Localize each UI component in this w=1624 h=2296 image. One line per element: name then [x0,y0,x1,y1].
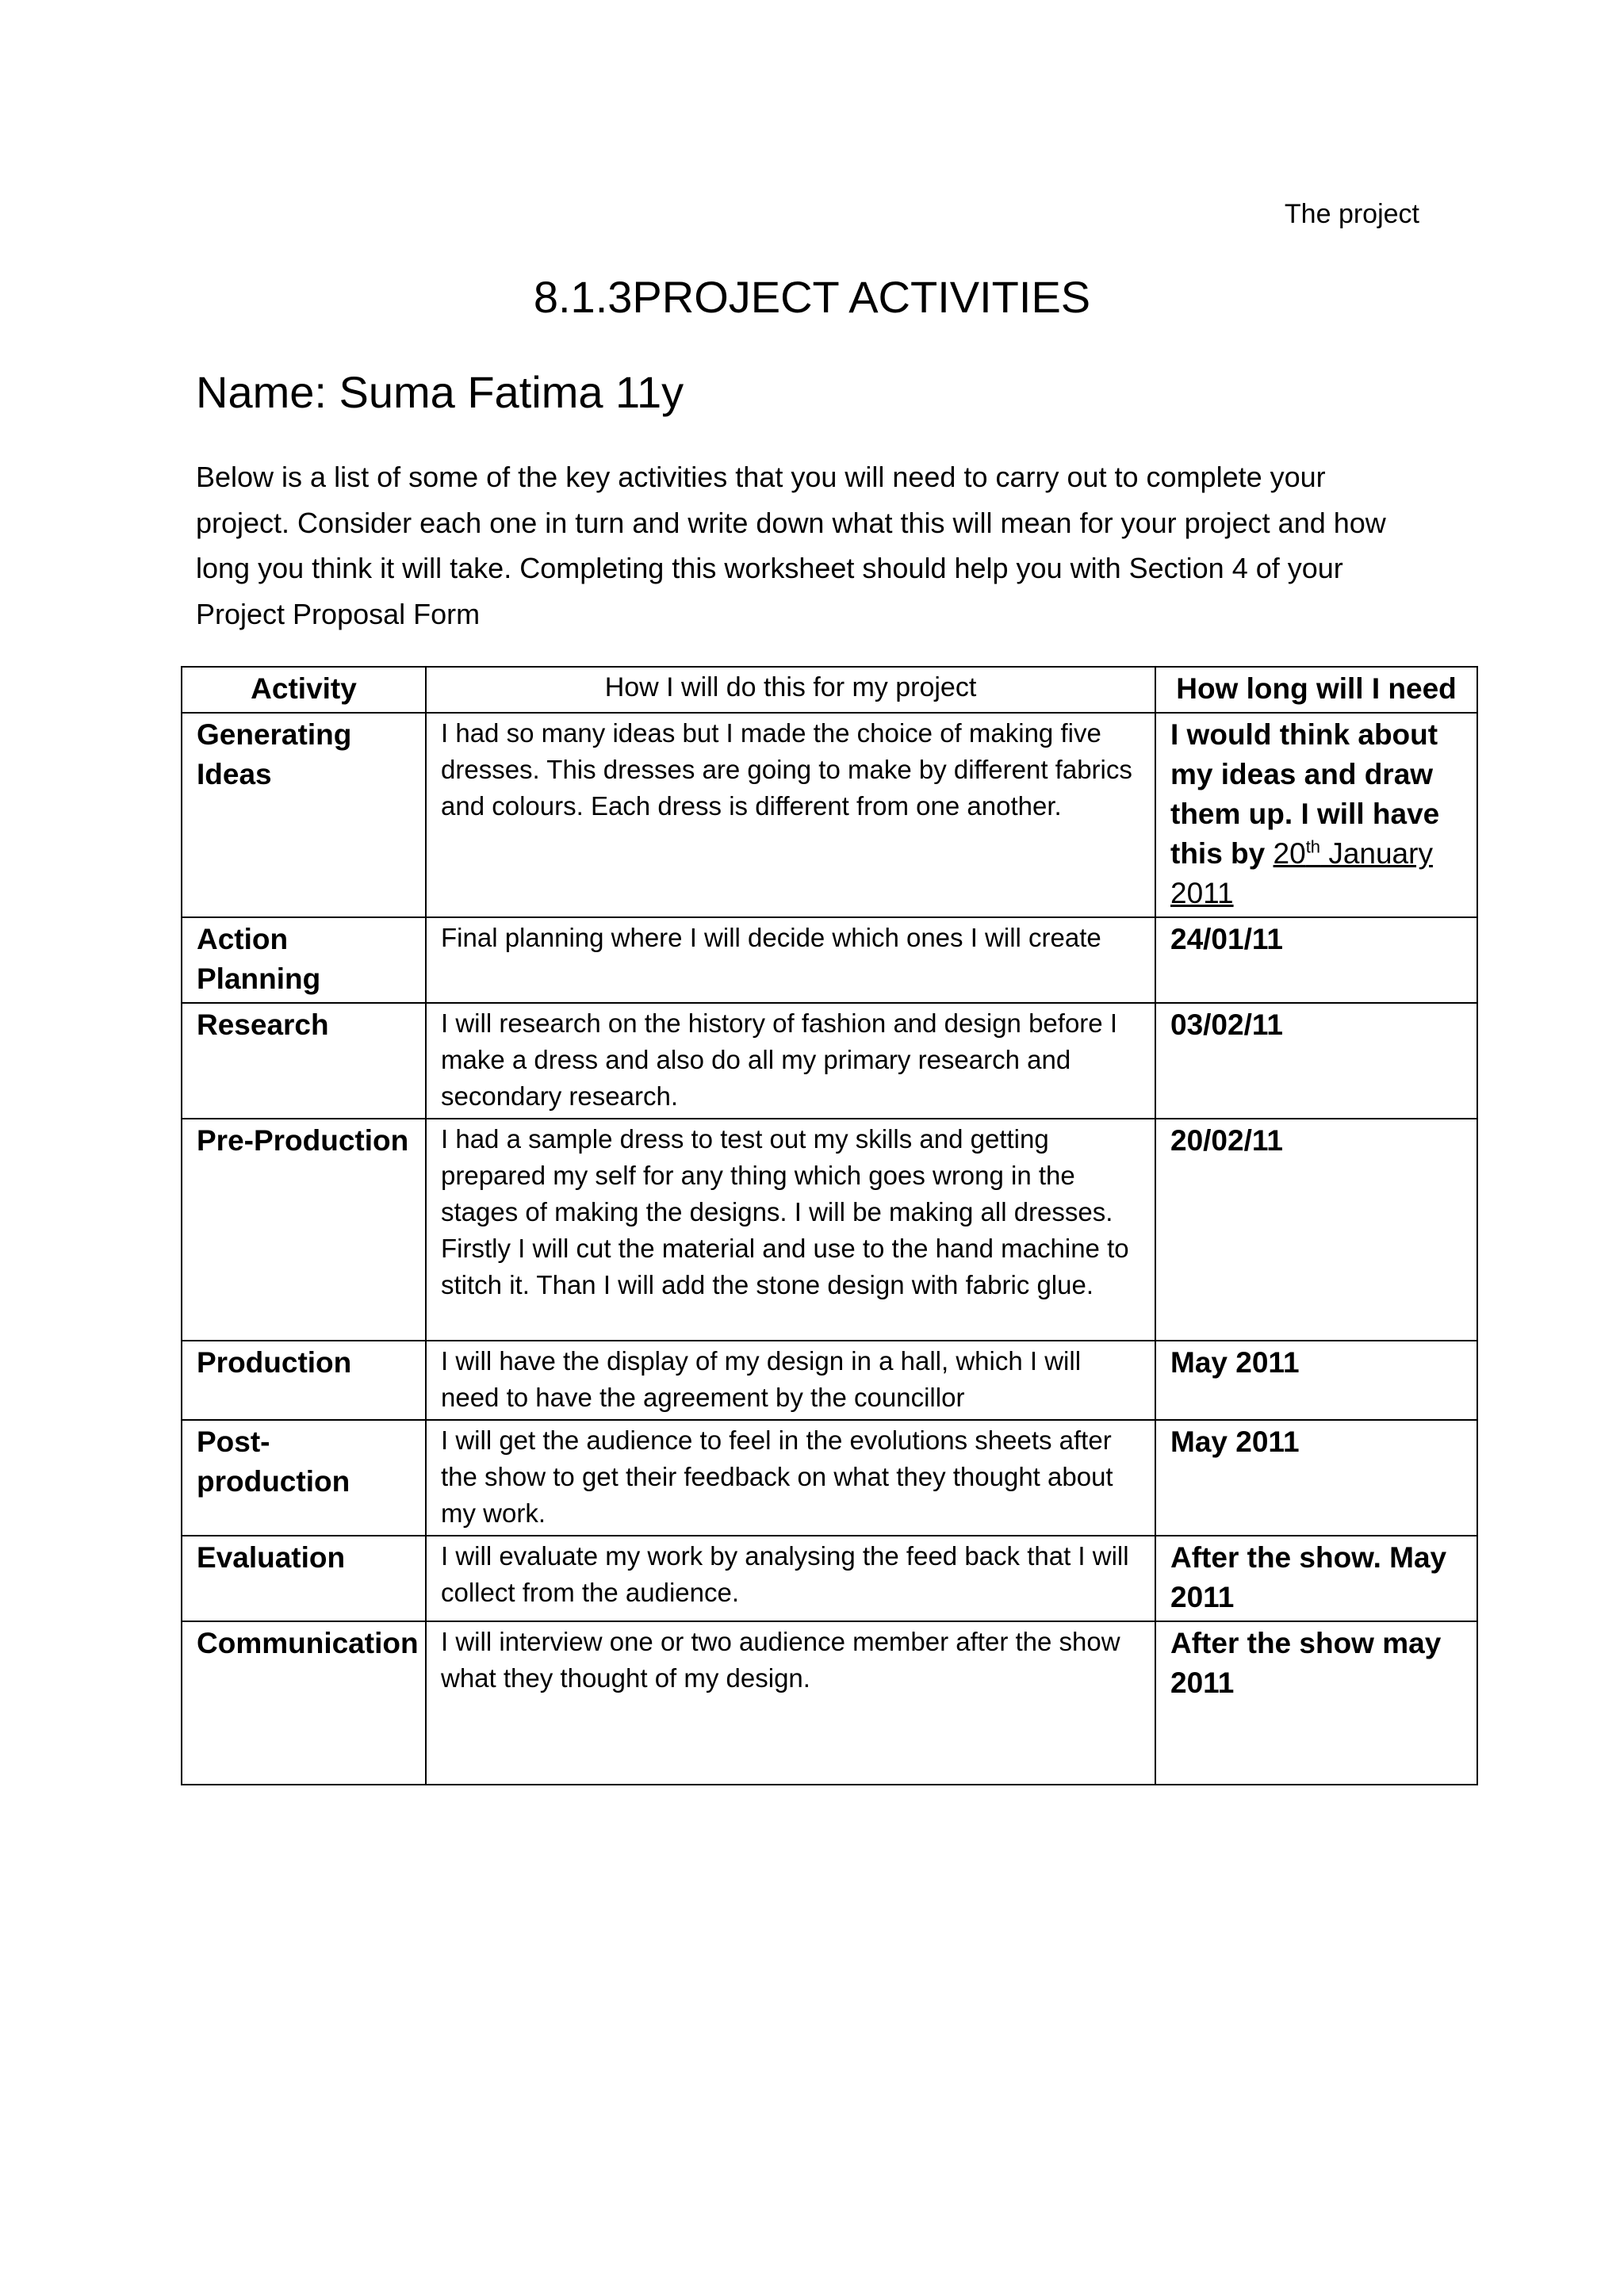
activities-table [181,666,1478,1785]
how-cell: I had a sample dress to test out my skills and getting prepared my self for any thing which goes wrong in the stages of making the designs. I will be making all dresses. Firstly I will cut the material and use to the hand machine to stitch it. Than I will add the stone design with fabric glue. [426,1119,1155,1341]
activity-cell: Research [182,1003,426,1119]
activity-cell: Evaluation [182,1536,426,1621]
table-row [182,1341,1477,1420]
how-cell: I will research on the history of fashion and design before I make a dress and also do all my primary research and secondary research. [426,1003,1155,1119]
intro-paragraph: Below is a list of some of the key activities that you will need to carry out to complete your project. Consider each one in turn and write down what this will mean for your project and how long you think it will take. Completing this worksheet should help you with Section 4 of your Project Proposal Form [196,461,1386,630]
table-row [182,1536,1477,1621]
time-cell: After the show may 2011 [1155,1621,1477,1785]
page-title: 8.1.3PROJECT ACTIVITIES [533,272,1091,322]
table-row [182,713,1477,917]
header-label: The project [1284,199,1419,229]
time-day: 20th January 2011 [1170,836,1433,909]
how-cell: I will interview one or two audience member after the show what they thought of my design. [426,1621,1155,1785]
table-row [182,1119,1477,1341]
table-row [182,917,1477,1003]
table-header-row [182,667,1477,713]
time-cell: 03/02/11 [1155,1003,1477,1119]
header-time: How long will I need [1155,667,1477,713]
activity-cell: Production [182,1341,426,1420]
header-activity: Activity [182,667,426,713]
how-cell: I will get the audience to feel in the evolutions sheets after the show to get their feedback on what they thought about my work. [426,1420,1155,1536]
activity-cell: Post-production [182,1420,426,1536]
table-row [182,1420,1477,1536]
time-cell: 20/02/11 [1155,1119,1477,1341]
header-how: How I will do this for my project [426,667,1155,713]
table-row [182,1621,1477,1785]
how-cell: I will have the display of my design in a hall, which I will need to have the agreement by the councillor [426,1341,1155,1420]
time-cell: 24/01/11 [1155,917,1477,1003]
activity-cell: Action Planning [182,917,426,1003]
table-row [182,1003,1477,1119]
how-cell: Final planning where I will decide which ones I will create [426,917,1155,1003]
activity-cell: Communication [182,1621,426,1785]
time-cell: May 2011 [1155,1341,1477,1420]
activity-cell: Pre-Production [182,1119,426,1341]
how-cell: I will evaluate my work by analysing the feed back that I will collect from the audience. [426,1536,1155,1621]
time-cell: May 2011 [1155,1420,1477,1536]
student-name: Name: Suma Fatima 11y [196,367,684,417]
time-cell: After the show. May 2011 [1155,1536,1477,1621]
time-cell [1155,713,1477,917]
activity-cell: Generating Ideas [182,713,426,917]
time-text: I would think about my ideas and draw them up. I will have this by [1170,718,1440,870]
how-cell: I had so many ideas but I made the choice of making five dresses. This dresses are going to make by different fabrics and colours. Each dress is different from one another. [426,713,1155,917]
